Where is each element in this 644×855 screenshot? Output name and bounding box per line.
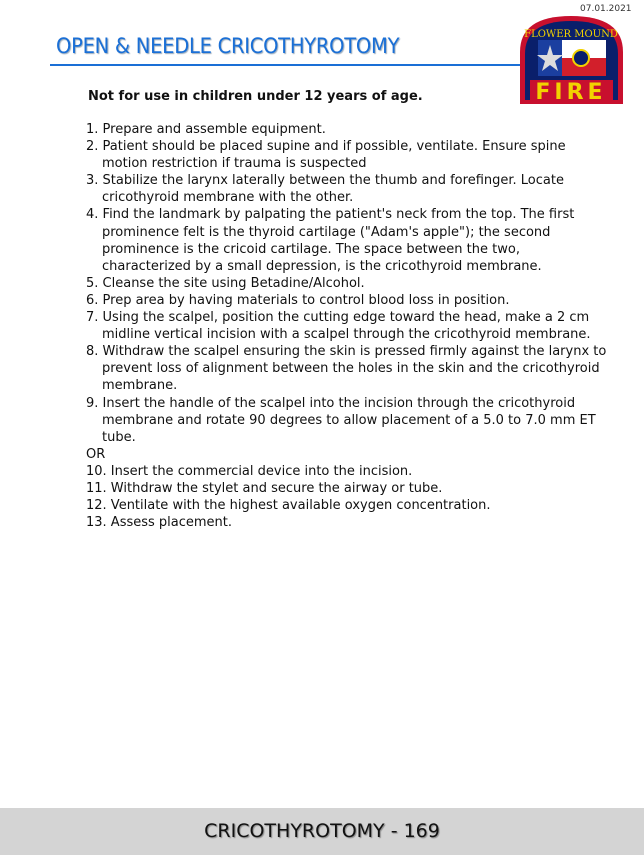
step-item: [86, 514, 606, 531]
step-line: 5. Cleanse the site using Betadine/Alcohol.: [86, 275, 365, 291]
step-item: [86, 343, 606, 394]
procedure-steps: [86, 121, 606, 531]
age-warning: Not for use in children under 12 years of age.: [88, 89, 423, 104]
step-line: 6. Prep area by having materials to control blood loss in position.: [86, 292, 510, 308]
step-item: [86, 292, 606, 309]
step-line: midline vertical incision with a scalpel through the cricothyroid membrane.: [102, 327, 591, 343]
step-line: prominence is the cricoid cartilage. The space between the two,: [102, 241, 520, 257]
step-line: 2. Patient should be placed supine and if possible, ventilate. Ensure spine: [86, 139, 566, 155]
step-item: [86, 275, 606, 292]
footer-bar: [0, 808, 644, 855]
step-item: [86, 463, 606, 480]
step-line: prevent loss of alignment between the holes in the skin and the cricothyroid: [102, 361, 600, 377]
step-line: 10. Insert the commercial device into the incision.: [86, 463, 413, 479]
step-line: 3. Stabilize the larynx laterally between the thumb and forefinger. Locate: [86, 173, 564, 189]
step-line: 12. Ventilate with the highest available oxygen concentration.: [86, 498, 491, 514]
step-line: 13. Assess placement.: [86, 515, 233, 531]
flower-mound-fire-logo: [516, 12, 627, 106]
step-line: 8. Withdraw the scalpel ensuring the skin is pressed firmly against the larynx to: [86, 344, 607, 360]
step-item: [86, 480, 606, 497]
step-line: 9. Insert the handle of the scalpel into the incision through the cricothyroid: [86, 395, 576, 411]
step-line: 1. Prepare and assemble equipment.: [86, 122, 326, 137]
step-item: [86, 446, 606, 463]
step-item: [86, 172, 606, 206]
step-item: [86, 121, 606, 138]
step-line: membrane and rotate 90 degrees to allow placement of a 5.0 to 7.0 mm ET: [102, 412, 596, 428]
step-item: [86, 309, 606, 343]
svg-text:FIRE: FIRE: [535, 80, 607, 105]
step-item: [86, 497, 606, 514]
svg-text:FLOWER MOUND: FLOWER MOUND: [524, 29, 618, 40]
page-title: OPEN & NEEDLE CRICOTHYROTOMY: [56, 34, 400, 58]
footer-page-label: CRICOTHYROTOMY - 169: [204, 820, 440, 842]
revision-date: 07.01.2021: [580, 4, 632, 14]
step-item: [86, 138, 606, 172]
step-line: OR: [86, 446, 106, 462]
step-line: prominence felt is the thyroid cartilage ("Adam's apple"); the second: [102, 224, 551, 240]
step-item: [86, 395, 606, 446]
step-line: characterized by a small depression, is the cricothyroid membrane.: [102, 258, 542, 274]
step-line: membrane.: [102, 378, 178, 394]
step-line: 7. Using the scalpel, position the cutting edge toward the head, make a 2 cm: [86, 310, 590, 326]
step-line: 4. Find the landmark by palpating the patient's neck from the top. The first: [86, 207, 575, 223]
step-line: cricothyroid membrane with the other.: [102, 190, 354, 206]
step-line: 11. Withdraw the stylet and secure the airway or tube.: [86, 480, 443, 496]
step-line: motion restriction if trauma is suspected: [102, 156, 367, 172]
step-item: [86, 206, 606, 274]
title-divider: [50, 64, 520, 66]
step-line: tube.: [102, 429, 136, 445]
